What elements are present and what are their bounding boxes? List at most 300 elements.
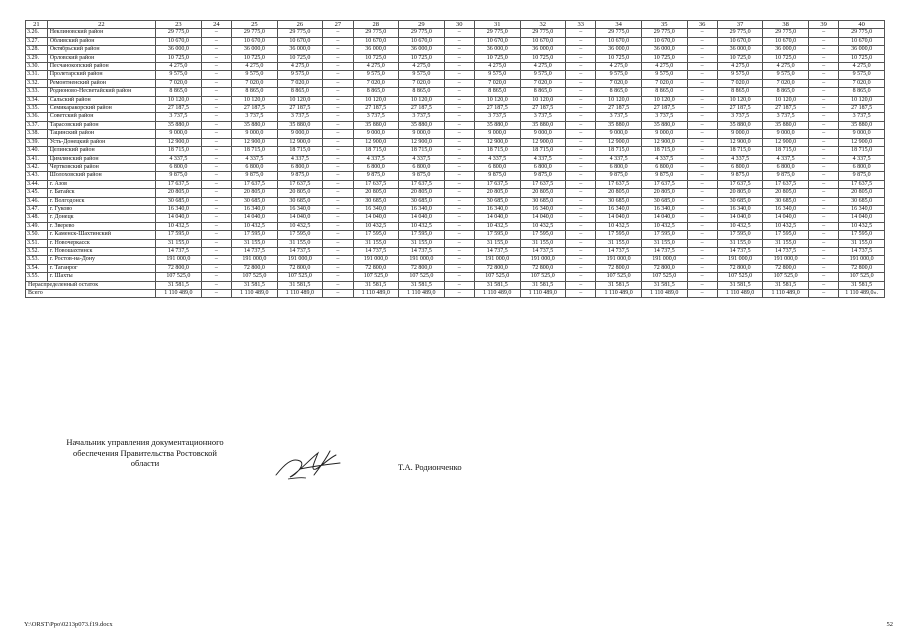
- amount-cell: 107 525,0: [717, 273, 763, 281]
- amount-cell: 20 805,0: [596, 189, 642, 197]
- amount-cell: –: [444, 46, 474, 54]
- district-name: г. Батайск: [47, 189, 155, 197]
- unallocated-row: [26, 281, 885, 289]
- amount-cell: 17 595,0: [641, 231, 687, 239]
- amount-cell: –: [444, 37, 474, 45]
- amount-cell: 8 865,0: [763, 88, 809, 96]
- amount-cell: 10 725,0: [156, 54, 202, 62]
- amount-cell: 10 432,5: [277, 222, 323, 230]
- amount-cell: 6 800,0: [596, 163, 642, 171]
- amount-cell: 29 775,0: [277, 29, 323, 37]
- amount-cell: 6 800,0: [520, 163, 566, 171]
- amount-cell: 31 581,5: [763, 281, 809, 289]
- amount-cell: 3 737,5: [353, 113, 399, 121]
- amount-cell: 18 715,0: [717, 147, 763, 155]
- amount-cell: 10 725,0: [717, 54, 763, 62]
- amount-cell: 17 637,5: [474, 180, 520, 188]
- amount-cell: –: [566, 113, 596, 121]
- amount-cell: 17 595,0: [399, 231, 445, 239]
- amount-cell: 12 900,0: [232, 138, 278, 146]
- column-number: 32: [520, 21, 566, 29]
- amount-cell: –: [323, 239, 353, 247]
- amount-cell: 3 737,5: [520, 113, 566, 121]
- amount-cell: –: [808, 138, 838, 146]
- amount-cell: –: [687, 105, 717, 113]
- amount-cell: 12 900,0: [353, 138, 399, 146]
- amount-cell: 7 020,0: [717, 79, 763, 87]
- amount-cell: 8 865,0: [156, 88, 202, 96]
- amount-cell: 10 120,0: [277, 96, 323, 104]
- amount-cell: 36 000,0: [399, 46, 445, 54]
- amount-cell: 36 000,0: [474, 46, 520, 54]
- amount-cell: 35 880,0: [839, 121, 885, 129]
- amount-cell: –: [687, 197, 717, 205]
- amount-cell: 9 575,0: [399, 71, 445, 79]
- amount-cell: –: [687, 155, 717, 163]
- amount-cell: –: [444, 121, 474, 129]
- amount-cell: –: [323, 121, 353, 129]
- row-number: 3.30.: [26, 63, 48, 71]
- amount-cell: –: [444, 264, 474, 272]
- amount-cell: –: [201, 37, 231, 45]
- amount-cell: 17 595,0: [474, 231, 520, 239]
- amount-cell: 14 040,0: [839, 214, 885, 222]
- amount-cell: 1 110 489,0».: [839, 290, 885, 298]
- amount-cell: 4 275,0: [596, 63, 642, 71]
- amount-cell: –: [323, 46, 353, 54]
- row-number: 3.54.: [26, 264, 48, 272]
- amount-cell: –: [444, 247, 474, 255]
- amount-cell: 14 737,5: [717, 247, 763, 255]
- amount-cell: –: [687, 214, 717, 222]
- amount-cell: 31 155,0: [641, 239, 687, 247]
- amount-cell: 16 340,0: [353, 205, 399, 213]
- amount-cell: 10 432,5: [596, 222, 642, 230]
- row-number: 3.46.: [26, 197, 48, 205]
- amount-cell: –: [444, 147, 474, 155]
- amount-cell: 10 725,0: [474, 54, 520, 62]
- amount-cell: 31 581,5: [232, 281, 278, 289]
- amount-cell: –: [687, 79, 717, 87]
- amount-cell: 9 575,0: [277, 71, 323, 79]
- amount-cell: –: [201, 88, 231, 96]
- amount-cell: 9 575,0: [839, 71, 885, 79]
- amount-cell: 9 875,0: [520, 172, 566, 180]
- row-number: 3.37.: [26, 121, 48, 129]
- amount-cell: 10 670,0: [232, 37, 278, 45]
- amount-cell: 36 000,0: [763, 46, 809, 54]
- amount-cell: 14 737,5: [641, 247, 687, 255]
- column-number-row: [26, 21, 885, 29]
- amount-cell: 27 187,5: [353, 105, 399, 113]
- amount-cell: 17 637,5: [156, 180, 202, 188]
- amount-cell: –: [687, 180, 717, 188]
- amount-cell: 6 800,0: [641, 163, 687, 171]
- table-row: [26, 256, 885, 264]
- amount-cell: –: [808, 163, 838, 171]
- amount-cell: 20 805,0: [763, 189, 809, 197]
- amount-cell: –: [687, 121, 717, 129]
- amount-cell: 16 340,0: [232, 205, 278, 213]
- amount-cell: 35 880,0: [763, 121, 809, 129]
- amount-cell: –: [808, 63, 838, 71]
- amount-cell: 72 800,0: [763, 264, 809, 272]
- amount-cell: 9 000,0: [156, 130, 202, 138]
- amount-cell: –: [808, 88, 838, 96]
- amount-cell: –: [444, 239, 474, 247]
- amount-cell: 29 775,0: [353, 29, 399, 37]
- amount-cell: 1 110 489,0: [763, 290, 809, 298]
- amount-cell: –: [444, 138, 474, 146]
- amount-cell: 1 110 489,0: [156, 290, 202, 298]
- row-number: 3.38.: [26, 130, 48, 138]
- amount-cell: 10 670,0: [763, 37, 809, 45]
- column-number: 35: [641, 21, 687, 29]
- amount-cell: –: [323, 96, 353, 104]
- amount-cell: 17 637,5: [520, 180, 566, 188]
- budget-distribution-table: [25, 20, 885, 298]
- table-row: [26, 130, 885, 138]
- amount-cell: 3 737,5: [717, 113, 763, 121]
- amount-cell: 10 120,0: [839, 96, 885, 104]
- amount-cell: 191 000,0: [763, 256, 809, 264]
- amount-cell: –: [444, 231, 474, 239]
- column-number: 26: [277, 21, 323, 29]
- amount-cell: 31 155,0: [353, 239, 399, 247]
- column-number: 24: [201, 21, 231, 29]
- district-name: г. Гуково: [47, 205, 155, 213]
- amount-cell: 31 155,0: [232, 239, 278, 247]
- amount-cell: 12 900,0: [763, 138, 809, 146]
- amount-cell: –: [808, 121, 838, 129]
- amount-cell: –: [566, 273, 596, 281]
- district-name: Усть-Донецкий район: [47, 138, 155, 146]
- amount-cell: –: [201, 46, 231, 54]
- amount-cell: 4 337,5: [353, 155, 399, 163]
- amount-cell: 3 737,5: [399, 113, 445, 121]
- amount-cell: 20 805,0: [232, 189, 278, 197]
- amount-cell: 14 737,5: [839, 247, 885, 255]
- amount-cell: 12 900,0: [474, 138, 520, 146]
- district-name: Неклиновский район: [47, 29, 155, 37]
- amount-cell: –: [323, 290, 353, 298]
- amount-cell: 6 800,0: [232, 163, 278, 171]
- column-number: 40: [839, 21, 885, 29]
- amount-cell: 10 670,0: [399, 37, 445, 45]
- amount-cell: –: [201, 79, 231, 87]
- amount-cell: 16 340,0: [839, 205, 885, 213]
- amount-cell: 10 670,0: [839, 37, 885, 45]
- amount-cell: 72 800,0: [277, 264, 323, 272]
- amount-cell: –: [444, 88, 474, 96]
- amount-cell: –: [687, 256, 717, 264]
- row-number: 3.28.: [26, 46, 48, 54]
- amount-cell: –: [323, 147, 353, 155]
- amount-cell: –: [808, 247, 838, 255]
- amount-cell: –: [808, 231, 838, 239]
- district-name: г. Каменск-Шахтинский: [47, 231, 155, 239]
- amount-cell: 18 715,0: [353, 147, 399, 155]
- amount-cell: 16 340,0: [641, 205, 687, 213]
- amount-cell: 17 637,5: [839, 180, 885, 188]
- official-position: Начальник управления документационного обеспечения Правительства Ростовской области: [66, 437, 224, 468]
- amount-cell: –: [201, 163, 231, 171]
- amount-cell: 10 120,0: [474, 96, 520, 104]
- amount-cell: –: [566, 264, 596, 272]
- amount-cell: 4 275,0: [520, 63, 566, 71]
- signature-image: [270, 445, 345, 483]
- column-number: 39: [808, 21, 838, 29]
- amount-cell: 14 737,5: [277, 247, 323, 255]
- district-name: Родионово-Несветайский район: [47, 88, 155, 96]
- amount-cell: –: [566, 96, 596, 104]
- table-row: [26, 138, 885, 146]
- amount-cell: 35 880,0: [399, 121, 445, 129]
- amount-cell: 9 875,0: [156, 172, 202, 180]
- amount-cell: –: [687, 189, 717, 197]
- amount-cell: 8 865,0: [596, 88, 642, 96]
- amount-cell: 16 340,0: [717, 205, 763, 213]
- amount-cell: 1 110 489,0: [232, 290, 278, 298]
- amount-cell: 17 595,0: [277, 231, 323, 239]
- amount-cell: 36 000,0: [641, 46, 687, 54]
- amount-cell: 29 775,0: [474, 29, 520, 37]
- amount-cell: 16 340,0: [596, 205, 642, 213]
- amount-cell: 31 155,0: [763, 239, 809, 247]
- amount-cell: –: [687, 273, 717, 281]
- amount-cell: 30 685,0: [717, 197, 763, 205]
- table-row: [26, 46, 885, 54]
- amount-cell: 14 040,0: [156, 214, 202, 222]
- amount-cell: –: [201, 130, 231, 138]
- amount-cell: 191 000,0: [399, 256, 445, 264]
- amount-cell: 8 865,0: [277, 88, 323, 96]
- amount-cell: 191 000,0: [717, 256, 763, 264]
- table-row: [26, 88, 885, 96]
- amount-cell: –: [687, 130, 717, 138]
- amount-cell: 9 000,0: [474, 130, 520, 138]
- table-row: [26, 172, 885, 180]
- amount-cell: 9 000,0: [353, 130, 399, 138]
- amount-cell: 29 775,0: [156, 29, 202, 37]
- table-row: [26, 79, 885, 87]
- amount-cell: 35 880,0: [596, 121, 642, 129]
- amount-cell: –: [323, 197, 353, 205]
- amount-cell: 35 880,0: [353, 121, 399, 129]
- row-number: 3.50.: [26, 231, 48, 239]
- amount-cell: 16 340,0: [399, 205, 445, 213]
- amount-cell: 10 432,5: [839, 222, 885, 230]
- amount-cell: –: [687, 281, 717, 289]
- signer-name: Т.А. Родионченко: [398, 462, 462, 472]
- amount-cell: 16 340,0: [156, 205, 202, 213]
- page-number: 52: [886, 621, 893, 628]
- amount-cell: 12 900,0: [277, 138, 323, 146]
- total-row: [26, 290, 885, 298]
- amount-cell: 4 275,0: [353, 63, 399, 71]
- amount-cell: 7 020,0: [277, 79, 323, 87]
- amount-cell: 30 685,0: [596, 197, 642, 205]
- row-number: 3.51.: [26, 239, 48, 247]
- amount-cell: 107 525,0: [277, 273, 323, 281]
- amount-cell: 9 000,0: [717, 130, 763, 138]
- amount-cell: 14 040,0: [399, 214, 445, 222]
- row-number: 3.53.: [26, 256, 48, 264]
- district-name: Октябрьский район: [47, 46, 155, 54]
- amount-cell: 8 865,0: [839, 88, 885, 96]
- column-number: 34: [596, 21, 642, 29]
- amount-cell: –: [808, 189, 838, 197]
- amount-cell: 27 187,5: [839, 105, 885, 113]
- amount-cell: 6 800,0: [156, 163, 202, 171]
- amount-cell: 17 637,5: [232, 180, 278, 188]
- amount-cell: –: [808, 71, 838, 79]
- amount-cell: –: [323, 88, 353, 96]
- amount-cell: 72 800,0: [474, 264, 520, 272]
- amount-cell: –: [808, 205, 838, 213]
- amount-cell: –: [566, 155, 596, 163]
- table-row: [26, 222, 885, 230]
- amount-cell: 18 715,0: [277, 147, 323, 155]
- amount-cell: –: [444, 63, 474, 71]
- amount-cell: –: [201, 214, 231, 222]
- amount-cell: 36 000,0: [353, 46, 399, 54]
- amount-cell: –: [444, 105, 474, 113]
- amount-cell: 72 800,0: [839, 264, 885, 272]
- amount-cell: –: [687, 71, 717, 79]
- column-number: 25: [232, 21, 278, 29]
- amount-cell: 20 805,0: [277, 189, 323, 197]
- amount-cell: 12 900,0: [717, 138, 763, 146]
- amount-cell: 10 432,5: [353, 222, 399, 230]
- amount-cell: 3 737,5: [156, 113, 202, 121]
- amount-cell: 14 737,5: [156, 247, 202, 255]
- amount-cell: –: [808, 180, 838, 188]
- amount-cell: –: [566, 121, 596, 129]
- amount-cell: –: [323, 214, 353, 222]
- amount-cell: –: [687, 172, 717, 180]
- amount-cell: –: [323, 281, 353, 289]
- amount-cell: 72 800,0: [717, 264, 763, 272]
- amount-cell: 27 187,5: [717, 105, 763, 113]
- amount-cell: 1 110 489,0: [641, 290, 687, 298]
- amount-cell: 72 800,0: [353, 264, 399, 272]
- amount-cell: 9 875,0: [474, 172, 520, 180]
- row-number: 3.47.: [26, 205, 48, 213]
- amount-cell: 4 337,5: [399, 155, 445, 163]
- amount-cell: 7 020,0: [156, 79, 202, 87]
- amount-cell: 7 020,0: [520, 79, 566, 87]
- amount-cell: –: [687, 54, 717, 62]
- amount-cell: 9 875,0: [839, 172, 885, 180]
- district-name: Целинский район: [47, 147, 155, 155]
- amount-cell: –: [201, 197, 231, 205]
- row-number: 3.36.: [26, 113, 48, 121]
- amount-cell: 9 000,0: [232, 130, 278, 138]
- amount-cell: 35 880,0: [717, 121, 763, 129]
- amount-cell: 27 187,5: [399, 105, 445, 113]
- amount-cell: 9 000,0: [839, 130, 885, 138]
- column-number: 31: [474, 21, 520, 29]
- amount-cell: 14 737,5: [520, 247, 566, 255]
- amount-cell: 8 865,0: [717, 88, 763, 96]
- amount-cell: 10 120,0: [353, 96, 399, 104]
- column-number: 27: [323, 21, 353, 29]
- amount-cell: 31 581,5: [277, 281, 323, 289]
- amount-cell: 27 187,5: [641, 105, 687, 113]
- amount-cell: 35 880,0: [232, 121, 278, 129]
- amount-cell: 31 581,5: [353, 281, 399, 289]
- amount-cell: –: [323, 205, 353, 213]
- amount-cell: 7 020,0: [399, 79, 445, 87]
- amount-cell: 27 187,5: [474, 105, 520, 113]
- amount-cell: 191 000,0: [520, 256, 566, 264]
- amount-cell: 4 337,5: [717, 155, 763, 163]
- amount-cell: 10 725,0: [839, 54, 885, 62]
- amount-cell: –: [566, 71, 596, 79]
- amount-cell: 30 685,0: [839, 197, 885, 205]
- amount-cell: –: [444, 71, 474, 79]
- amount-cell: 4 275,0: [763, 63, 809, 71]
- amount-cell: –: [687, 29, 717, 37]
- column-number: 37: [717, 21, 763, 29]
- amount-cell: –: [566, 247, 596, 255]
- amount-cell: 191 000,0: [232, 256, 278, 264]
- amount-cell: 18 715,0: [520, 147, 566, 155]
- amount-cell: 9 575,0: [763, 71, 809, 79]
- amount-cell: 14 040,0: [717, 214, 763, 222]
- amount-cell: –: [201, 273, 231, 281]
- table-row: [26, 239, 885, 247]
- amount-cell: –: [323, 247, 353, 255]
- row-number: 3.55.: [26, 273, 48, 281]
- amount-cell: 10 120,0: [596, 96, 642, 104]
- amount-cell: 4 275,0: [277, 63, 323, 71]
- amount-cell: 17 637,5: [641, 180, 687, 188]
- amount-cell: –: [201, 147, 231, 155]
- amount-cell: –: [566, 197, 596, 205]
- amount-cell: 17 637,5: [717, 180, 763, 188]
- amount-cell: 6 800,0: [277, 163, 323, 171]
- amount-cell: 9 575,0: [641, 71, 687, 79]
- amount-cell: 8 865,0: [641, 88, 687, 96]
- amount-cell: –: [687, 37, 717, 45]
- amount-cell: –: [444, 79, 474, 87]
- amount-cell: –: [566, 63, 596, 71]
- table-row: [26, 71, 885, 79]
- amount-cell: –: [323, 180, 353, 188]
- amount-cell: –: [444, 214, 474, 222]
- amount-cell: –: [808, 113, 838, 121]
- amount-cell: 17 595,0: [717, 231, 763, 239]
- amount-cell: 6 800,0: [474, 163, 520, 171]
- amount-cell: 107 525,0: [520, 273, 566, 281]
- amount-cell: 18 715,0: [596, 147, 642, 155]
- amount-cell: 30 685,0: [641, 197, 687, 205]
- amount-cell: 17 595,0: [353, 231, 399, 239]
- table-row: [26, 197, 885, 205]
- amount-cell: 7 020,0: [641, 79, 687, 87]
- amount-cell: –: [808, 172, 838, 180]
- district-name: г. Новошахтинск: [47, 247, 155, 255]
- amount-cell: 18 715,0: [763, 147, 809, 155]
- amount-cell: 9 575,0: [353, 71, 399, 79]
- amount-cell: –: [201, 222, 231, 230]
- amount-cell: 3 737,5: [277, 113, 323, 121]
- amount-cell: 17 595,0: [839, 231, 885, 239]
- amount-cell: 10 670,0: [474, 37, 520, 45]
- amount-cell: –: [566, 205, 596, 213]
